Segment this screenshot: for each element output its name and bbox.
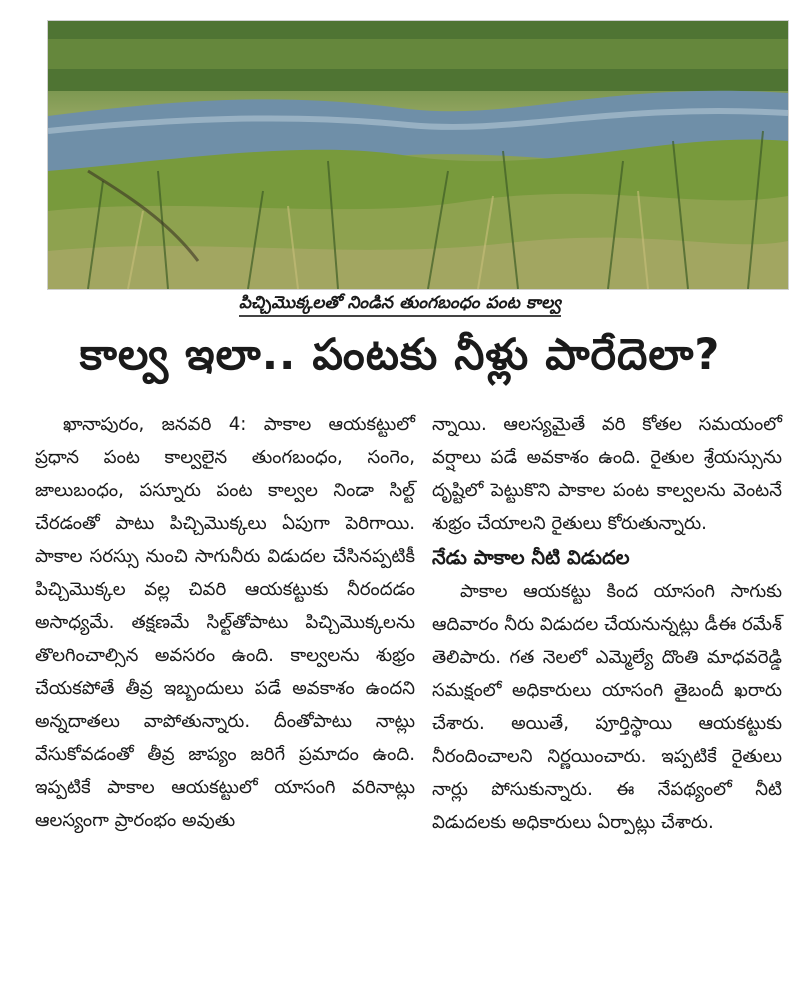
article-paragraph: ఖానాపురం, జనవరి 4: పాకాల ఆయకట్టులో ప్రధాన పంట కాల్వలైన తుంగబంధం, సంగెం, జాలుబంధం, పస్నూరు పంట కాల్వల నిండా సిల్ట్‌ చేరడంతో పాటు పిచ్చిమొక్కలు ఏపుగా పెరిగాయి. పాకాల సరస్సు నుంచి సాగునీరు విడుదల చేసినప్పటికీ పిచ్చిమొక్కల వల్ల చివరి ఆయకట్టుకు నీరందడం అసాధ్యమే. తక్షణమే సిల్ట్‌తోపాటు పిచ్చిమొక్కలను తొలగించాల్సిన అవసరం ఉంది. కాల్వలను శుభ్రం చేయకపోతే తీవ్ర ఇబ్బందులు పడే అవకాశం ఉందని అన్నదాతలు వాపోతున్నారు. దీంతోపాటు నాట్లు వేసుకోవడంతో తీవ్ర జాప్యం జరిగే ప్రమాదం ఉంది. ఇప్పటికే పాకాల ఆయకట్టులో యాసంగి వరినాట్లు ఆలస్యంగా ప్రారంభం అవుతు: [35, 414, 415, 831]
caption-text: పిచ్చిమొక్కలతో నిండిన తుంగబంధం పంట కాల్వ: [239, 293, 561, 317]
article-left-column: [35, 408, 415, 837]
photo-caption: [0, 293, 800, 317]
headline: కాల్వ ఇలా.. పంటకు నీళ్లు పారేదెలా?: [79, 330, 721, 380]
article-paragraph-continued: న్నాయి. ఆలస్యమైతే వరి కోతల సమయంలో వర్షాలు పడే అవకాశం ఉంది. రైతుల శ్రేయస్సును దృష్టిలో పెట్టుకొని పాకాల పంట కాల్వలను వెంటనే శుభ్రం చేయాలని రైతులు కోరుతున్నారు.: [432, 414, 782, 534]
article-paragraph-water-release: పాకాల ఆయకట్టు కింద యాసంగి సాగుకు ఆదివారం నీరు విడుదల చేయనున్నట్లు డీఈ రమేశ్‌ తెలిపారు. గత నెలలో ఎమ్మెల్యే దొంతి మాధవరెడ్డి సమక్షంలో అధికారులు యాసంగి తైబందీ ఖరారు చేశారు. అయితే, పూర్తిస్థాయి ఆయకట్టుకు నీరందించాలని నిర్ణయించారు. ఇప్పటికే రైతులు నార్లు పోసుకున్నారు. ఈ నేపథ్యంలో నీటి విడుదలకు అధికారులు ఏర్పాట్లు చేశారు.: [432, 581, 782, 833]
subheading: నేడు పాకాల నీటి విడుదల: [432, 546, 630, 569]
canal-weeds-illustration: [48, 21, 788, 289]
canal-weeds-photo: [47, 20, 789, 290]
article-right-column: [432, 408, 782, 839]
